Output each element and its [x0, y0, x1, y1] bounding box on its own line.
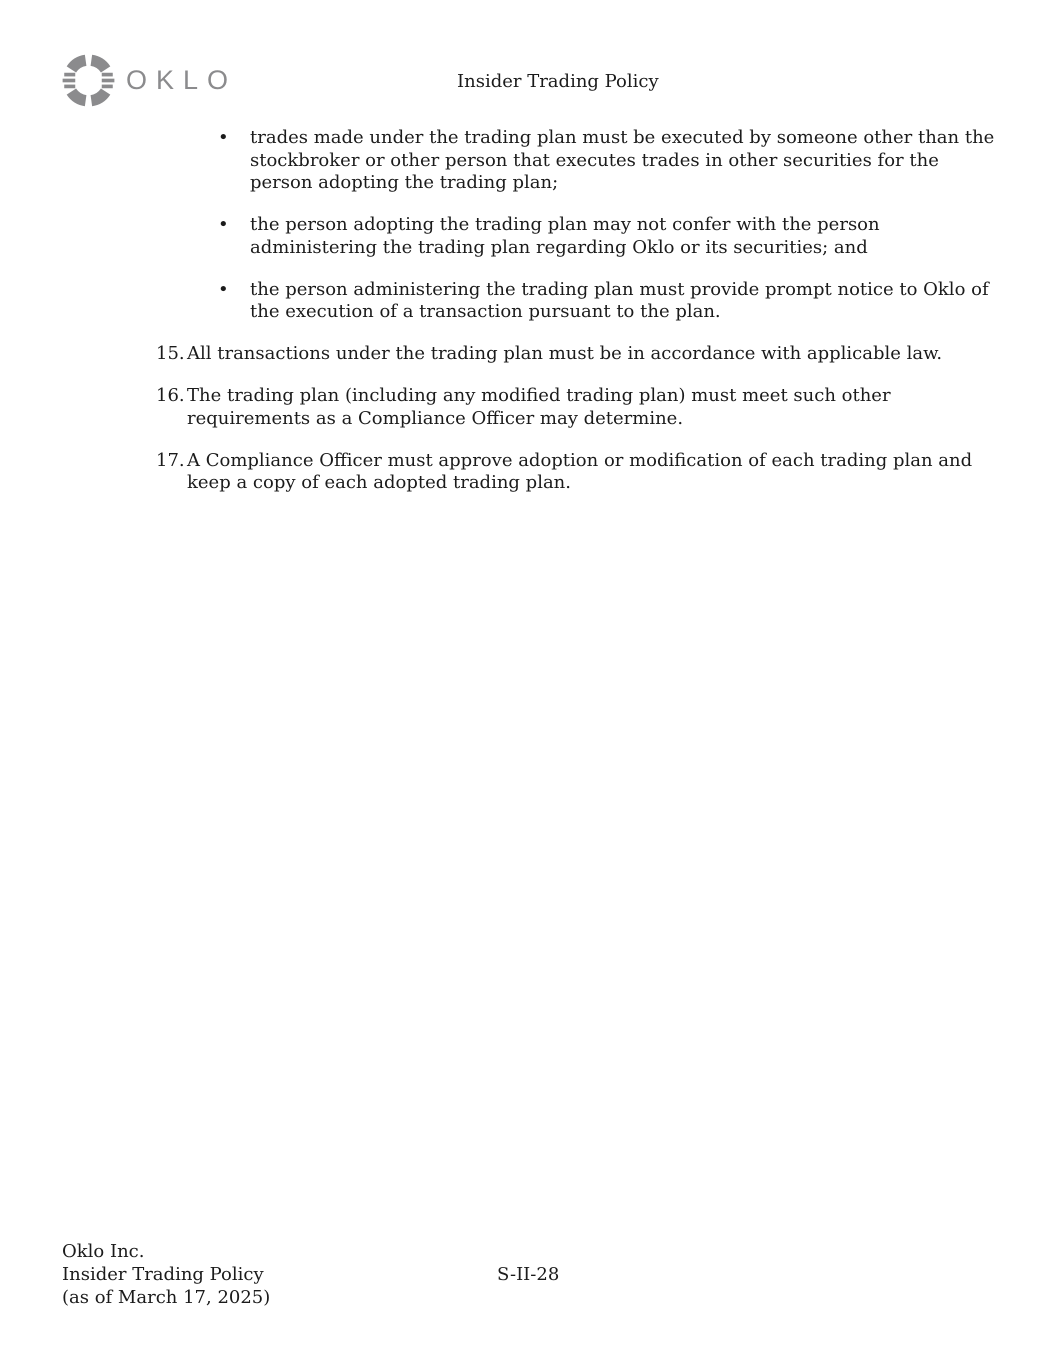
bullet-marker: •: [218, 127, 229, 148]
item-number: 16.: [156, 385, 185, 406]
bullet-item: [218, 214, 995, 259]
item-number: 17.: [156, 449, 185, 471]
oklo-logo-wordmark: OKLO: [126, 65, 238, 95]
item-text: [187, 450, 995, 495]
footer-identification: [62, 1240, 270, 1309]
text-line: the person adopting the trading plan may not confer with the person: [250, 214, 880, 235]
page-number: S-II-28: [497, 1264, 560, 1285]
numbered-item: [156, 450, 995, 495]
page-title: Insider Trading Policy: [457, 71, 659, 92]
bullet-text: [250, 214, 995, 259]
text-line: The trading plan (including any modified trading plan) must meet such other: [187, 385, 891, 406]
text-line: keep a copy of each adopted trading plan.: [187, 472, 571, 493]
text-line: A Compliance Officer must approve adoption or modification of each trading plan and: [187, 449, 973, 471]
text-line: requirements as a Compliance Officer may determine.: [187, 407, 684, 429]
footer-company: Oklo Inc.: [62, 1241, 145, 1262]
numbered-item: [156, 343, 995, 366]
bullet-item: [218, 279, 995, 324]
bullet-marker: •: [218, 214, 229, 235]
text-line: All transactions under the trading plan must be in accordance with applicable law.: [187, 343, 943, 364]
bullet-text: [250, 127, 995, 195]
bullet-text: [250, 279, 995, 324]
item-text: [187, 343, 995, 366]
text-line: person adopting the trading plan;: [250, 172, 559, 193]
text-line: the person administering the trading plan must provide prompt notice to Oklo of: [250, 278, 989, 300]
item-text: [187, 385, 995, 430]
footer-date: (as of March 17, 2025): [62, 1287, 271, 1308]
text-line: stockbroker or other person that executes trades in other securities for the: [250, 149, 939, 171]
text-line: trades made under the trading plan must be executed by someone other than the: [250, 127, 995, 148]
item-number: 15.: [156, 343, 185, 364]
bullet-marker: •: [218, 278, 229, 300]
text-line: the execution of a transaction pursuant to the plan.: [250, 301, 721, 322]
numbered-item: [156, 385, 995, 430]
bullet-item: [218, 127, 995, 195]
oklo-logo-icon: [62, 54, 115, 107]
document-body: [0, 127, 1055, 514]
oklo-logo: [62, 54, 237, 107]
footer-doc-name: Insider Trading Policy: [62, 1264, 264, 1285]
text-line: administering the trading plan regarding Oklo or its securities; and: [250, 236, 868, 258]
